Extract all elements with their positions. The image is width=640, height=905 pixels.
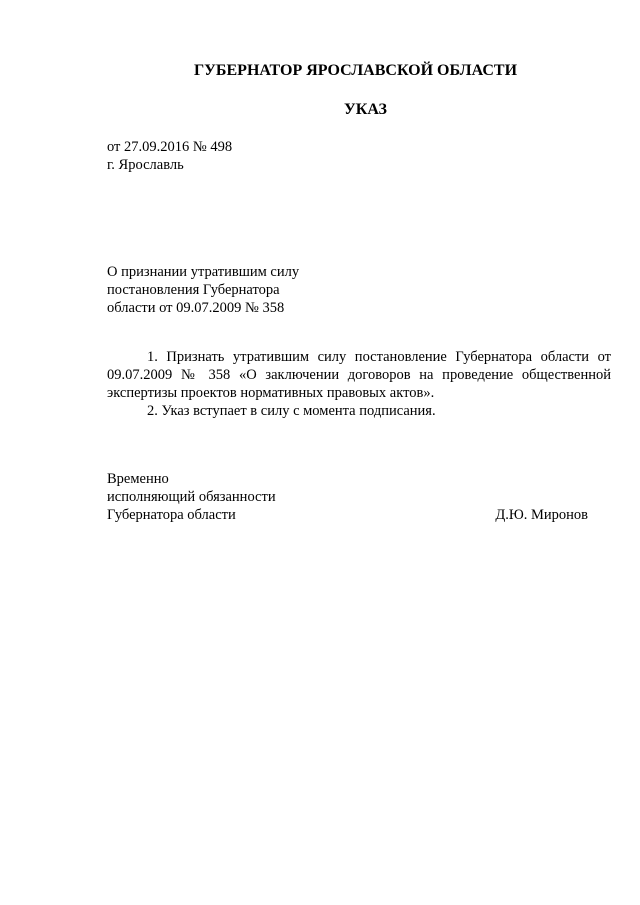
issuing-authority-title: ГУБЕРНАТОР ЯРОСЛАВСКОЙ ОБЛАСТИ — [194, 62, 518, 79]
body-paragraph-1: 1. Признать утратившим силу постановление Губернатора области от 09.07.2009 № 358 «О заключении договоров на проведение общественной экспертизы проектов нормативных правовых актов». — [107, 349, 611, 401]
document-date-number: от 27.09.2016 № 498 — [107, 139, 233, 155]
signer-position-line: Временно — [107, 471, 169, 487]
subject-line: области от 09.07.2009 № 358 — [107, 300, 285, 316]
document-subject — [107, 263, 299, 317]
signer-name: Д.Ю. Миронов — [495, 507, 588, 523]
subject-line: О признании утратившим силу — [107, 264, 300, 280]
document-type-title: УКАЗ — [344, 101, 387, 118]
signer-position-line: Губернатора области — [107, 507, 236, 523]
document-body — [107, 348, 611, 420]
body-paragraph-2: 2. Указ вступает в силу с момента подписания. — [147, 403, 436, 419]
document-place: г. Ярославль — [107, 157, 184, 173]
signer-position — [107, 470, 276, 524]
subject-line: постановления Губернатора — [107, 282, 280, 298]
signer-position-line: исполняющий обязанности — [107, 489, 276, 505]
